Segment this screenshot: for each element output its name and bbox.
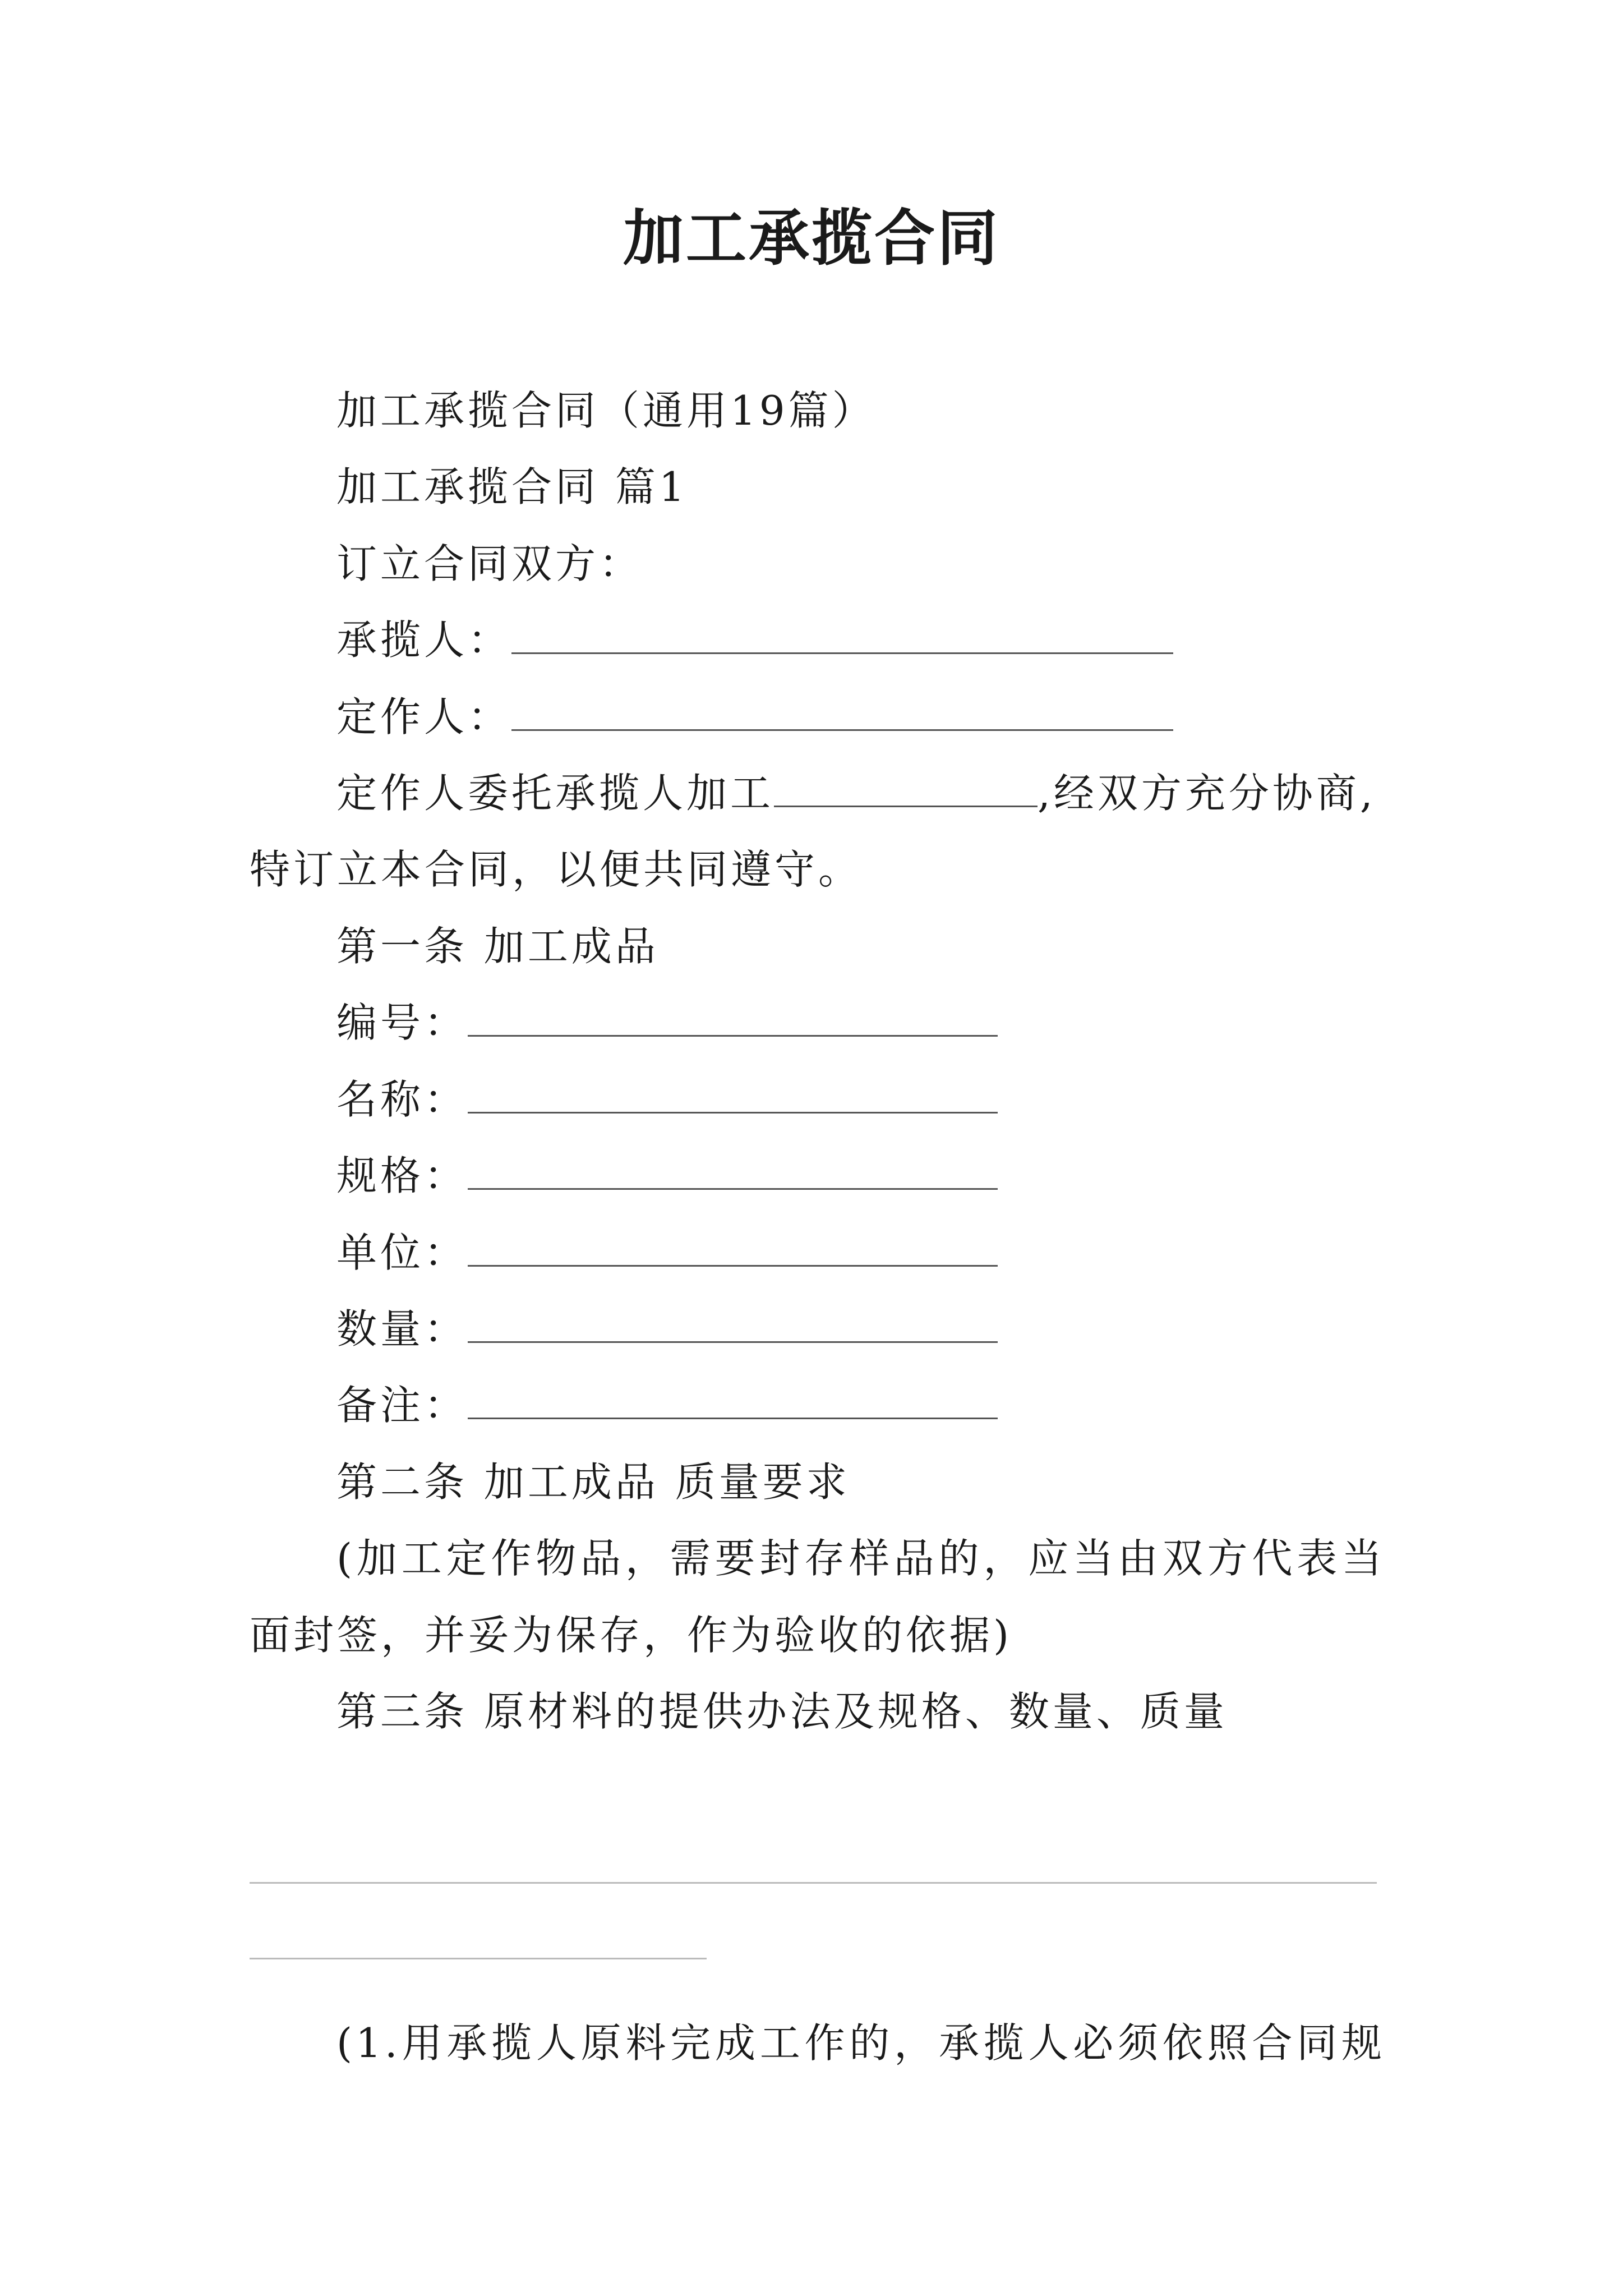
- orderer-field: [336, 689, 1173, 745]
- field-remarks-label: 备注：: [336, 1382, 468, 1429]
- field-name: [336, 1071, 998, 1128]
- commission-paragraph-line2: 特订立本合同，以便共同遵守。: [250, 846, 863, 893]
- article-2-paragraph-line2: 面封签，并妥为保存，作为验收的依据): [250, 1612, 1013, 1659]
- field-quantity-blank: [468, 1304, 998, 1343]
- blank-rule-1: [250, 1882, 1377, 1884]
- section-heading: 加工承揽合同 篇1: [336, 463, 688, 510]
- article-3-paragraph-line1: (1.用承揽人原料完成工作的，承揽人必须依照合同规: [336, 2019, 1385, 2067]
- orderer-label: 定作人：: [336, 693, 512, 740]
- field-remarks-blank: [468, 1381, 998, 1419]
- field-name-blank: [468, 1075, 998, 1114]
- article-3-heading: 第三条 原材料的提供办法及规格、数量、质量: [336, 1688, 1228, 1735]
- document-title: 加工承揽合同: [623, 203, 1000, 274]
- field-name-label: 名称：: [336, 1076, 468, 1123]
- blank-rule-2: [250, 1958, 707, 1959]
- field-quantity: [336, 1301, 998, 1357]
- commission-text-a: 定作人委托承揽人加工: [336, 770, 774, 817]
- field-spec-label: 规格：: [336, 1152, 468, 1199]
- field-unit-blank: [468, 1228, 998, 1267]
- commission-blank: [774, 769, 1038, 807]
- commission-text-b: ,经双方充分协商,: [1038, 770, 1376, 817]
- field-number-label: 编号：: [336, 999, 468, 1046]
- article-2-heading: 第二条 加工成品 质量要求: [336, 1458, 850, 1506]
- field-number: [336, 995, 998, 1051]
- orderer-blank: [511, 692, 1173, 731]
- parties-heading: 订立合同双方：: [336, 540, 643, 587]
- commission-paragraph-line1: [336, 765, 1376, 821]
- article-1-heading: 第一条 加工成品: [336, 923, 659, 970]
- article-2-paragraph-line1: (加工定作物品，需要封存样品的，应当由双方代表当: [336, 1535, 1385, 1582]
- field-spec: [336, 1148, 998, 1204]
- contractor-field: [336, 612, 1173, 668]
- field-unit: [336, 1225, 998, 1281]
- field-number-blank: [468, 998, 998, 1037]
- field-unit-label: 单位：: [336, 1229, 468, 1276]
- contractor-label: 承揽人：: [336, 616, 512, 664]
- contractor-blank: [511, 615, 1173, 654]
- subtitle-line: 加工承揽合同（通用19篇）: [336, 387, 876, 434]
- field-spec-blank: [468, 1151, 998, 1190]
- field-quantity-label: 数量：: [336, 1305, 468, 1352]
- field-remarks: [336, 1377, 998, 1433]
